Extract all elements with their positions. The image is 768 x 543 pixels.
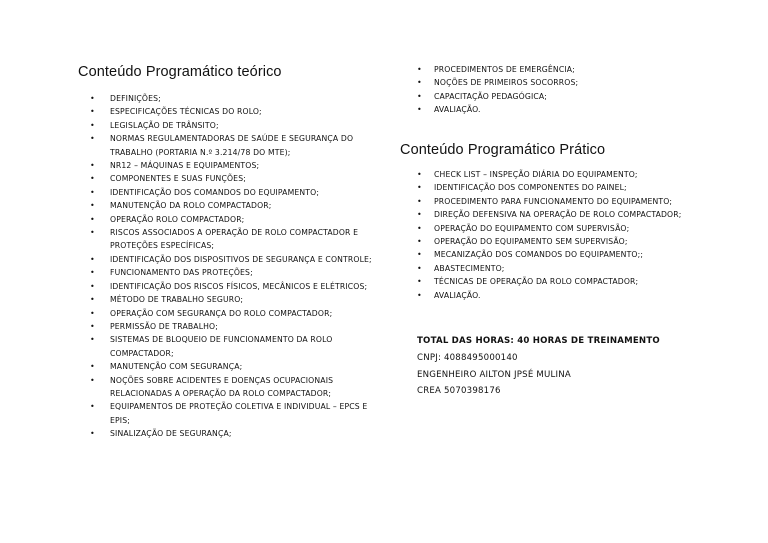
list-item-text: ABASTECIMENTO; xyxy=(434,263,505,273)
bullet-icon: • xyxy=(90,402,95,412)
list-item-text: OPERAÇÃO DO EQUIPAMENTO COM SUPERVISÃO; xyxy=(434,223,630,233)
bullet-icon: • xyxy=(417,237,422,247)
bullet-icon: • xyxy=(90,429,95,439)
theory-list xyxy=(90,92,380,441)
continued-theory-list xyxy=(417,63,578,117)
list-item xyxy=(90,266,380,279)
cnpj: CNPJ: 4088495000140 xyxy=(417,352,518,363)
bullet-icon: • xyxy=(90,214,95,224)
list-item-text: MÉTODO DE TRABALHO SEGURO; xyxy=(110,295,244,305)
list-item xyxy=(90,320,380,333)
list-item xyxy=(90,199,380,212)
bullet-icon: • xyxy=(90,268,95,278)
list-item-text: IDENTIFICAÇÃO DOS COMPONENTES DO PAINEL; xyxy=(434,183,627,193)
list-item-text: IDENTIFICAÇÃO DOS RISCOS FÍSICOS, MECÂNICOS E ELÉTRICOS; xyxy=(110,281,368,291)
list-item-text: MANUTENÇÃO DA ROLO COMPACTADOR; xyxy=(110,201,272,211)
bullet-icon: • xyxy=(417,65,422,74)
bullet-icon: • xyxy=(90,321,95,331)
bullet-icon: • xyxy=(417,223,422,233)
list-item-text: NR12 – MÁQUINAS E EQUIPAMENTOS; xyxy=(110,161,260,171)
list-item xyxy=(90,280,380,293)
list-item xyxy=(417,208,682,221)
list-item xyxy=(417,103,578,116)
bullet-icon: • xyxy=(417,105,422,115)
list-item-text: OPERAÇÃO ROLO COMPACTADOR; xyxy=(110,214,245,224)
list-item xyxy=(90,186,380,199)
list-item-text: PERMISSÃO DE TRABALHO; xyxy=(110,321,218,331)
bullet-icon: • xyxy=(417,263,422,273)
list-item-text: MANUTENÇÃO COM SEGURANÇA; xyxy=(110,362,243,372)
list-item xyxy=(417,289,682,302)
bullet-icon: • xyxy=(90,228,95,238)
bullet-icon: • xyxy=(90,174,95,184)
bullet-icon: • xyxy=(90,254,95,264)
list-item-text: EQUIPAMENTOS DE PROTEÇÃO COLETIVA E INDIVIDUAL – EPCS E EPIS; xyxy=(110,402,368,425)
list-item xyxy=(90,333,380,360)
bullet-icon: • xyxy=(90,161,95,171)
bullet-icon: • xyxy=(417,183,422,193)
list-item-text: SISTEMAS DE BLOQUEIO DE FUNCIONAMENTO DA ROLO COMPACTADOR; xyxy=(110,335,333,358)
list-item-text: COMPONENTES E SUAS FUNÇÕES; xyxy=(110,174,246,184)
list-item xyxy=(90,360,380,373)
list-item xyxy=(417,222,682,235)
list-item-text: ESPECIFICAÇÕES TÉCNICAS DO ROLO; xyxy=(110,107,262,117)
list-item-text: MECANIZAÇÃO DOS COMANDOS DO EQUIPAMENTO;; xyxy=(434,250,644,260)
crea-number: CREA 5070398176 xyxy=(417,386,501,397)
list-item-text: DEFINIÇÕES; xyxy=(110,94,161,103)
list-item xyxy=(417,63,578,76)
bullet-icon: • xyxy=(417,290,422,300)
bullet-icon: • xyxy=(90,308,95,318)
list-item-text: IDENTIFICAÇÃO DOS DISPOSITIVOS DE SEGURANÇA E CONTROLE; xyxy=(110,254,372,264)
list-item xyxy=(417,90,578,103)
list-item-text: PROCEDIMENTO PARA FUNCIONAMENTO DO EQUIPAMENTO; xyxy=(434,196,673,206)
list-item xyxy=(90,374,380,401)
bullet-icon: • xyxy=(90,120,95,130)
list-item xyxy=(90,400,380,427)
bullet-icon: • xyxy=(90,201,95,211)
list-item xyxy=(417,235,682,248)
total-hours: TOTAL DAS HORAS: 40 HORAS DE TREINAMENTO xyxy=(417,336,660,346)
list-item-text: SINALIZAÇÃO DE SEGURANÇA; xyxy=(110,429,232,439)
list-item xyxy=(417,181,682,194)
footer-info xyxy=(417,333,660,400)
theory-heading: Conteúdo Programático teórico xyxy=(78,64,282,80)
bullet-icon: • xyxy=(90,281,95,291)
bullet-icon: • xyxy=(417,170,422,179)
practice-heading: Conteúdo Programático Prático xyxy=(400,142,606,158)
list-item-text: AVALIAÇÃO. xyxy=(434,105,481,115)
list-item xyxy=(90,92,380,105)
bullet-icon: • xyxy=(417,91,422,101)
list-item xyxy=(417,168,682,181)
list-item-text: LEGISLAÇÃO DE TRÂNSITO; xyxy=(110,120,219,130)
list-item-text: FUNCIONAMENTO DAS PROTEÇÕES; xyxy=(110,268,253,278)
list-item xyxy=(90,427,380,440)
list-item xyxy=(90,105,380,118)
list-item xyxy=(417,262,682,275)
bullet-icon: • xyxy=(90,362,95,372)
list-item xyxy=(417,275,682,288)
list-item xyxy=(90,226,380,253)
practice-list xyxy=(417,168,682,302)
list-item-text: NOÇÕES SOBRE ACIDENTES E DOENÇAS OCUPACIONAIS RELACIONADAS A OPERAÇÃO DA ROLO COMPACTADOR; xyxy=(110,375,334,398)
list-item xyxy=(90,253,380,266)
list-item xyxy=(417,248,682,261)
bullet-icon: • xyxy=(417,277,422,287)
list-item-text: RISCOS ASSOCIADOS A OPERAÇÃO DE ROLO COMPACTADOR E PROTEÇÕES ESPECÍFICAS; xyxy=(110,228,359,251)
engineer-name: ENGENHEIRO AILTON JPSÉ MULINA xyxy=(417,369,571,380)
list-item xyxy=(90,132,380,159)
list-item-text: CAPACITAÇÃO PEDAGÓGICA; xyxy=(434,91,548,101)
list-item xyxy=(90,213,380,226)
bullet-icon: • xyxy=(90,107,95,117)
bullet-icon: • xyxy=(417,250,422,260)
list-item-text: OPERAÇÃO COM SEGURANÇA DO ROLO COMPACTADOR; xyxy=(110,308,333,318)
list-item-text: OPERAÇÃO DO EQUIPAMENTO SEM SUPERVISÃO; xyxy=(434,237,628,247)
list-item xyxy=(90,307,380,320)
list-item xyxy=(417,195,682,208)
list-item-text: AVALIAÇÃO. xyxy=(434,290,481,300)
list-item-text: NORMAS REGULAMENTADORAS DE SAÚDE E SEGURANÇA DO TRABALHO (PORTARIA N.º 3.214/78 DO MTE); xyxy=(110,134,354,157)
bullet-icon: • xyxy=(417,210,422,220)
list-item-text: TÉCNICAS DE OPERAÇÃO DA ROLO COMPACTADOR; xyxy=(434,277,639,287)
list-item xyxy=(90,293,380,306)
bullet-icon: • xyxy=(90,295,95,305)
list-item-text: DIREÇÃO DEFENSIVA NA OPERAÇÃO DE ROLO COMPACTADOR; xyxy=(434,210,682,220)
bullet-icon: • xyxy=(417,78,422,88)
list-item xyxy=(417,76,578,89)
bullet-icon: • xyxy=(90,94,95,103)
list-item-text: NOÇÕES DE PRIMEIROS SOCORROS; xyxy=(434,78,579,88)
list-item xyxy=(90,159,380,172)
bullet-icon: • xyxy=(417,196,422,206)
list-item-text: CHECK LIST – INSPEÇÃO DIÁRIA DO EQUIPAMENTO; xyxy=(434,170,638,179)
list-item-text: IDENTIFICAÇÃO DOS COMANDOS DO EQUIPAMENTO; xyxy=(110,187,320,197)
list-item xyxy=(90,172,380,185)
bullet-icon: • xyxy=(90,375,95,385)
list-item-text: PROCEDIMENTOS DE EMERGÊNCIA; xyxy=(434,65,575,74)
bullet-icon: • xyxy=(90,335,95,345)
bullet-icon: • xyxy=(90,187,95,197)
bullet-icon: • xyxy=(90,134,95,144)
list-item xyxy=(90,119,380,132)
